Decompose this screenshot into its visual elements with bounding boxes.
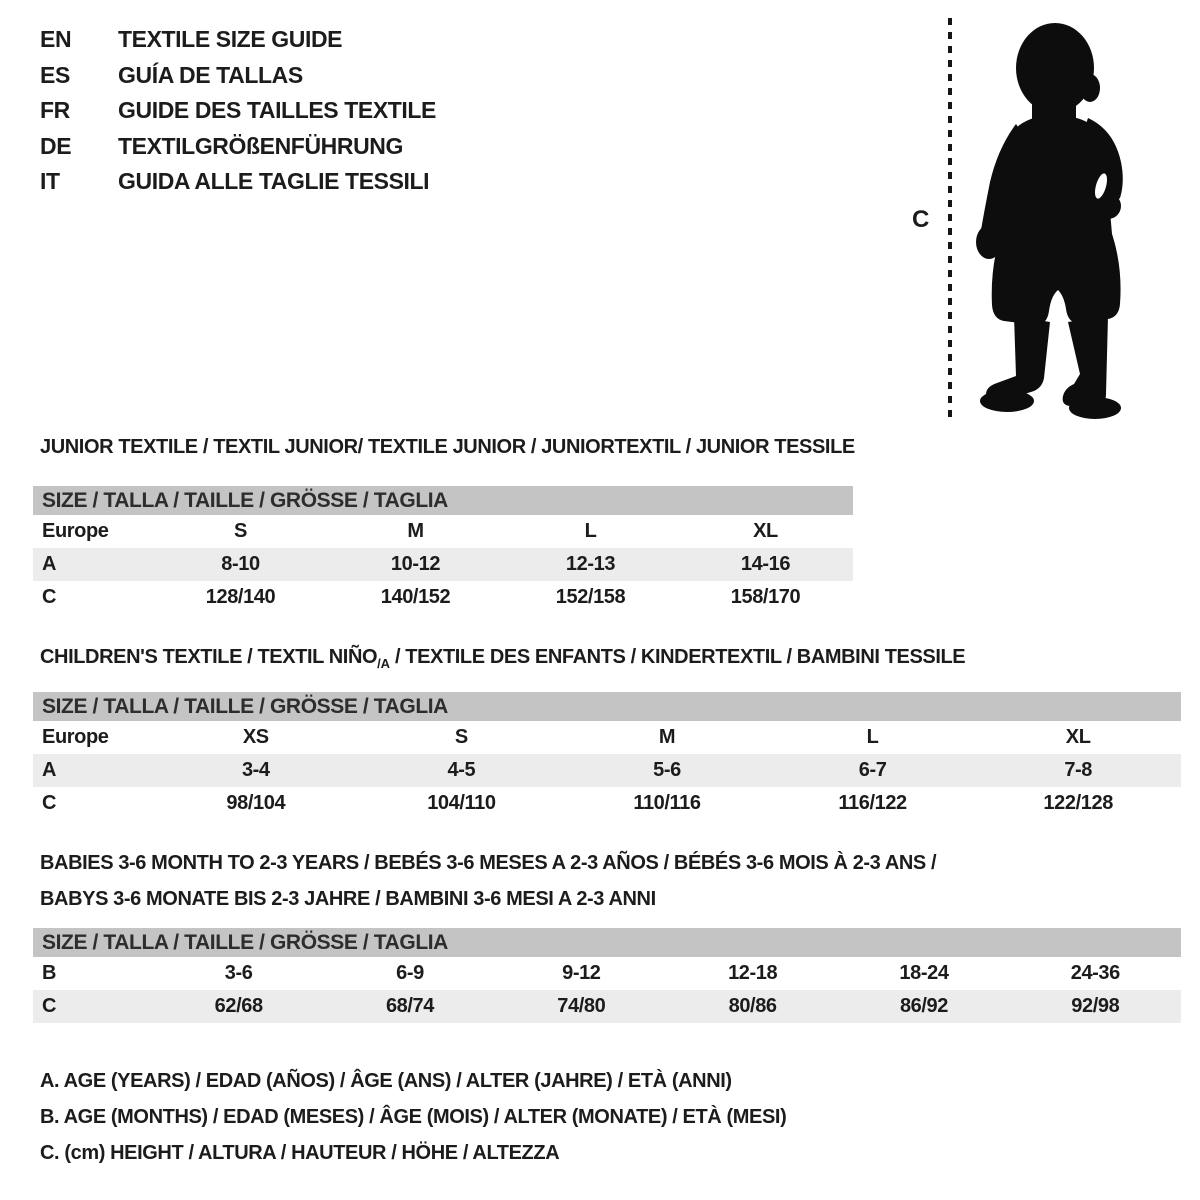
table-row (33, 957, 1181, 990)
table-cell: L (584, 520, 597, 542)
table-cell: 24-36 (1070, 962, 1120, 984)
table-cell: 152/158 (555, 586, 626, 608)
babies-title-line-1: BABIES 3-6 MONTH TO 2-3 YEARS / BEBÉS 3-6 MESES A 2-3 AÑOS / BÉBÉS 3-6 MOIS À 2-3 ANS / (40, 852, 937, 874)
table-cell: XL (1065, 726, 1091, 748)
language-guide-title: GUIDA ALLE TAGLIE TESSILI (118, 168, 430, 194)
table-cell: 68/74 (385, 995, 435, 1017)
table-cell: 62/68 (214, 995, 263, 1017)
language-code: IT (40, 168, 60, 194)
section-babies-textile (33, 845, 1181, 1023)
table-cell: 158/170 (730, 586, 801, 608)
junior-section-title: JUNIOR TEXTILE / TEXTIL JUNIOR/ TEXTILE JUNIOR / JUNIORTEXTIL / JUNIOR TESSILE (40, 436, 855, 458)
language-guide-title: GUÍA DE TALLAS (118, 61, 303, 88)
table-cell: S (454, 726, 468, 748)
table-row (33, 787, 1181, 820)
table-cell: 86/92 (899, 995, 948, 1017)
junior-size-header-bar: SIZE / TALLA / TAILLE / GRÖSSE / TAGLIA (33, 486, 853, 515)
table-cell: 18-24 (899, 962, 949, 984)
table-row (33, 581, 853, 614)
children-size-table (33, 721, 1181, 820)
babies-size-header-bar: SIZE / TALLA / TAILLE / GRÖSSE / TAGLIA (33, 928, 1181, 957)
language-code: FR (40, 97, 70, 123)
table-row-label: Europe (42, 726, 109, 748)
table-cell: 14-16 (740, 553, 791, 575)
table-row-label: C (42, 995, 57, 1017)
table-cell: 5-6 (653, 759, 681, 781)
table-cell: 140/152 (380, 586, 451, 608)
children-title-pre: CHILDREN'S TEXTILE / TEXTIL NIÑO (40, 646, 378, 668)
language-code: EN (40, 26, 72, 52)
table-cell: 116/122 (838, 792, 907, 814)
babies-title-line-2: BABYS 3-6 MONATE BIS 2-3 JAHRE / BAMBINI 3-6 MESI A 2-3 ANNI (40, 888, 656, 910)
table-cell: 6-9 (396, 962, 424, 984)
table-cell: 128/140 (205, 586, 276, 608)
table-cell: 9-12 (562, 962, 601, 984)
table-cell: M (658, 726, 676, 748)
table-cell: 7-8 (1064, 759, 1093, 781)
children-title-post: / TEXTILE DES ENFANTS / KINDERTEXTIL / BAMBINI TESSILE (389, 646, 966, 668)
table-row-label: A (42, 553, 57, 575)
junior-size-table (33, 515, 853, 614)
table-row-label: A (42, 759, 57, 781)
section-junior-textile (33, 436, 853, 614)
table-cell: XL (753, 520, 778, 542)
language-guide-title: TEXTILE SIZE GUIDE (118, 26, 343, 52)
table-cell: 3-6 (224, 962, 253, 984)
legend-line-a: A. AGE (YEARS) / EDAD (AÑOS) / ÂGE (ANS) / ALTER (JAHRE) / ETÀ (ANNI) (40, 1070, 732, 1092)
table-cell: 4-5 (447, 759, 476, 781)
table-row (33, 515, 853, 548)
table-row (33, 548, 853, 581)
table-cell: 12-18 (728, 962, 778, 984)
legend-line-b: B. AGE (MONTHS) / EDAD (MESES) / ÂGE (MOIS) / ALTER (MONATE) / ETÀ (MESI) (40, 1106, 787, 1128)
table-row-label: B (42, 962, 57, 984)
table-cell: 104/110 (427, 792, 496, 814)
legend-line-c: C. (cm) HEIGHT / ALTURA / HAUTEUR / HÖHE / ALTEZZA (40, 1142, 560, 1164)
table-cell: 8-10 (221, 553, 260, 575)
height-figure (0, 0, 1200, 430)
table-cell: 74/80 (557, 995, 606, 1017)
language-code: DE (40, 132, 72, 159)
table-cell: 110/116 (633, 792, 701, 814)
height-measure-label: C (912, 206, 929, 233)
language-code: ES (40, 61, 70, 88)
table-row-label: C (42, 792, 57, 814)
table-row (33, 754, 1181, 787)
table-row (33, 990, 1181, 1023)
language-guide-title: GUIDE DES TAILLES TEXTILE (118, 97, 436, 123)
table-cell: M (407, 520, 424, 542)
children-section-title (33, 646, 1181, 671)
baby-silhouette-icon (962, 16, 1138, 420)
section-childrens-textile (33, 646, 1181, 820)
table-cell: 98/104 (226, 792, 286, 814)
table-cell: XS (242, 726, 269, 748)
babies-size-table (33, 957, 1181, 1023)
table-cell: 6-7 (858, 759, 887, 781)
table-cell: 80/86 (728, 995, 777, 1017)
children-title-subscript: /A (377, 656, 390, 671)
table-cell: L (866, 726, 879, 748)
table-cell: 10-12 (390, 553, 441, 575)
table-row-label: Europe (42, 520, 109, 542)
babies-section-title (33, 845, 1181, 917)
table-cell: 3-4 (241, 759, 270, 781)
height-dashed-line (948, 18, 952, 420)
table-cell: 92/98 (1071, 995, 1120, 1017)
language-guide-title: TEXTILGRÖßENFÜHRUNG (118, 132, 403, 159)
children-size-header-bar: SIZE / TALLA / TAILLE / GRÖSSE / TAGLIA (33, 692, 1181, 721)
table-cell: 122/128 (1043, 792, 1113, 814)
table-row (33, 721, 1181, 754)
table-cell: 12-13 (565, 553, 616, 575)
measurement-legend (40, 1070, 786, 1178)
table-cell: S (234, 520, 247, 542)
table-row-label: C (42, 586, 57, 608)
